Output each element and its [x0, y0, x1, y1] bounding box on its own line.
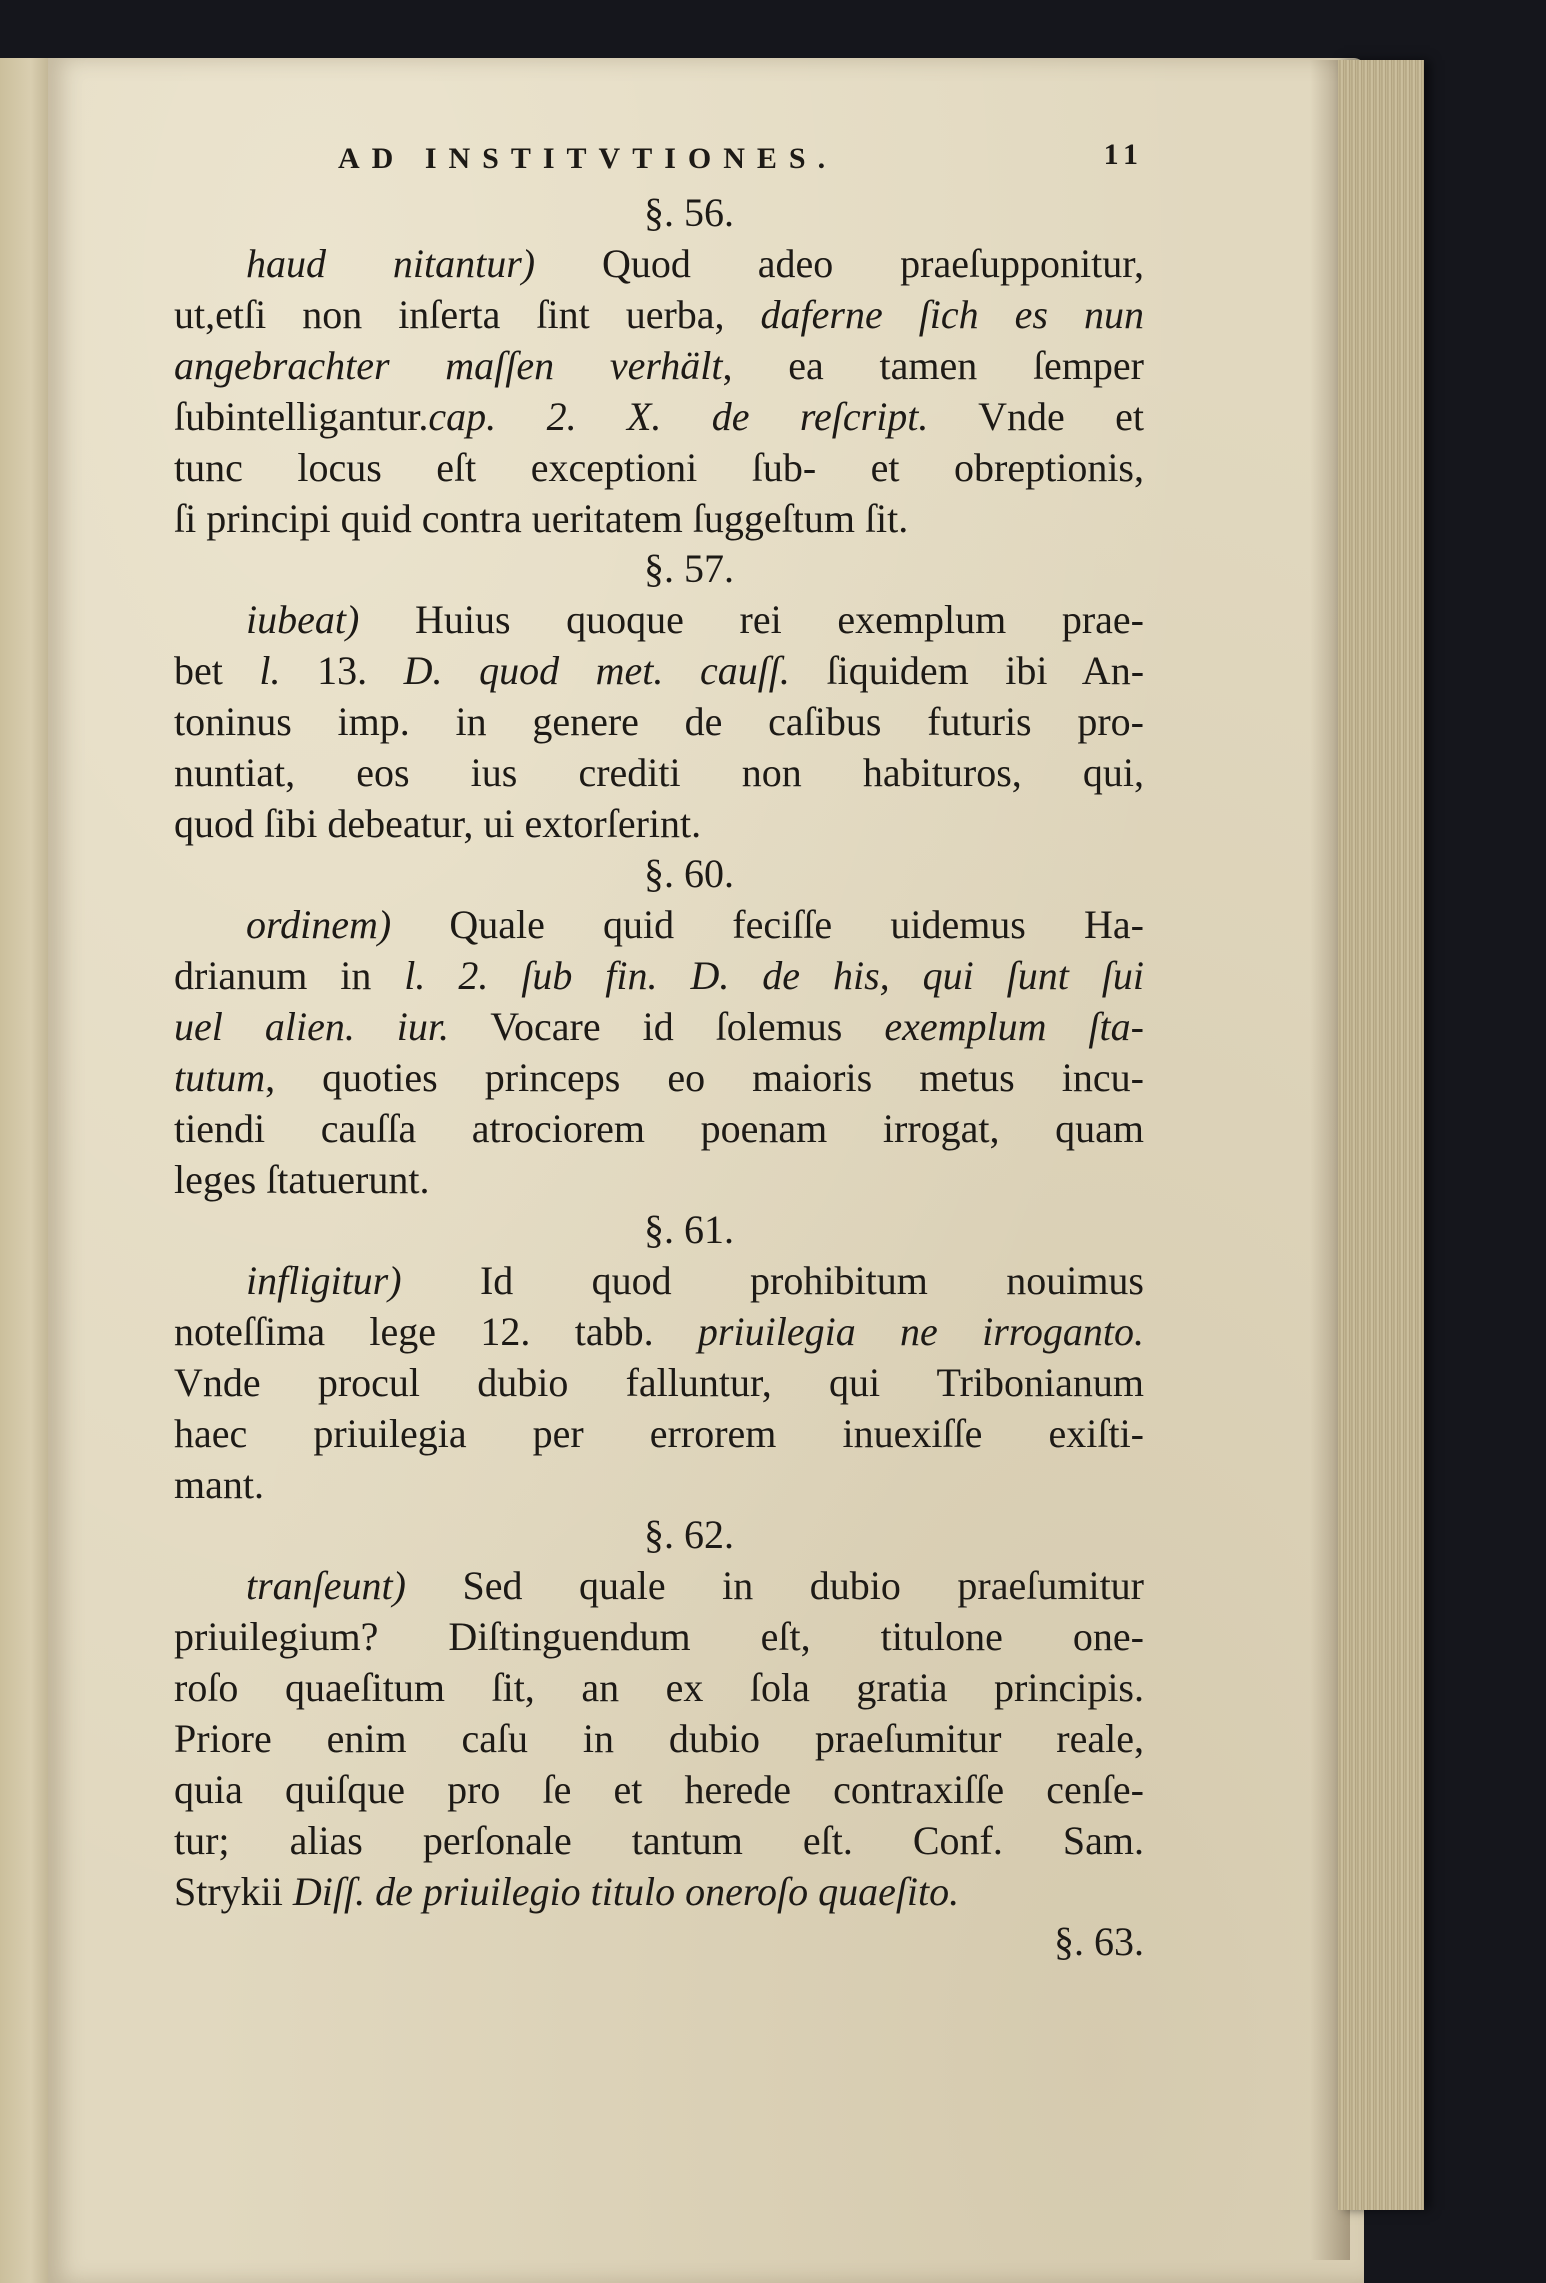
line-text: 13. — [280, 648, 404, 693]
line-text: Vnde et — [928, 394, 1144, 439]
text-line — [174, 1154, 1144, 1205]
section-paragraph — [174, 1560, 1144, 1917]
text-line — [174, 340, 1144, 391]
line-text: toninus imp. in genere de caſibus futuris pro- — [174, 699, 1144, 744]
lemma: ordinem) — [246, 902, 392, 947]
text-line — [174, 747, 1144, 798]
text-line — [174, 442, 1144, 493]
line-text: drianum in — [174, 953, 405, 998]
text-line — [174, 238, 1144, 289]
line-text: ſi principi quid contra ueritatem ſuggeſtum ſit. — [174, 496, 909, 541]
line-text: Quod adeo praeſupponitur, — [535, 241, 1145, 286]
italic-citation: cap. 2. X. de reſcript. — [428, 394, 929, 439]
page-number: 11 — [1103, 138, 1144, 171]
line-text: noteſſima lege 12. tabb. — [174, 1309, 698, 1354]
catchword: §. 63. — [1054, 1919, 1144, 1964]
text-line — [174, 1713, 1144, 1764]
line-text: , quoties princeps eo maioris metus incu- — [265, 1055, 1144, 1100]
line-text: tunc locus eſt exceptioni ſub- et obreptionis, — [174, 445, 1144, 490]
line-text: Vocare id ſolemus — [449, 1004, 885, 1049]
line-text: Huius quoque rei exemplum prae- — [359, 597, 1144, 642]
text-line — [174, 696, 1144, 747]
line-text: Quale quid feciſſe uidemus Ha- — [391, 902, 1144, 947]
line-text: mant. — [174, 1462, 264, 1507]
lemma: haud nitantur) — [246, 241, 536, 286]
italic-citation: D. quod met. cauſſ. — [403, 648, 790, 693]
text-line — [174, 1357, 1144, 1408]
text-line — [174, 1611, 1144, 1662]
line-text: ſubintelligantur. — [174, 394, 429, 439]
section-paragraph — [174, 238, 1144, 544]
lemma: infligitur) — [246, 1258, 402, 1303]
line-text: ut,etſi non inſerta ſint uerba, — [174, 292, 761, 337]
section-paragraph — [174, 594, 1144, 849]
section-heading: §. 62. — [644, 1512, 734, 1557]
line-text: Priore enim caſu in dubio praeſumitur reale, — [174, 1716, 1144, 1761]
line-text: priuilegium? Diſtinguendum eſt, titulone one- — [174, 1614, 1144, 1659]
text-line — [174, 1103, 1144, 1154]
section-heading: §. 57. — [644, 546, 734, 591]
page-text — [174, 128, 1144, 1967]
line-text: , ea tamen ſemper — [722, 343, 1144, 388]
text-line — [174, 1255, 1144, 1306]
italic-citation: tutum — [174, 1055, 266, 1100]
text-line — [174, 1306, 1144, 1357]
text-line — [174, 391, 1144, 442]
italic-citation: Diſſ. de priuilegio titulo oneroſo quaeſito. — [292, 1869, 960, 1914]
text-line — [174, 1764, 1144, 1815]
lemma: iubeat) — [246, 597, 360, 642]
text-line — [174, 899, 1144, 950]
line-text: ſiquidem ibi An- — [789, 648, 1145, 693]
text-line — [174, 1662, 1144, 1713]
running-head — [174, 128, 1144, 188]
text-line — [174, 1815, 1144, 1866]
line-text: haec priuilegia per errorem inuexiſſe exiſti- — [174, 1411, 1144, 1456]
line-text: roſo quaeſitum ſit, an ex ſola gratia principis. — [174, 1665, 1144, 1710]
line-text: tiendi cauſſa atrociorem poenam irrogat, quam — [174, 1106, 1144, 1151]
text-line — [174, 1560, 1144, 1611]
text-line — [174, 1866, 1144, 1917]
sections — [174, 188, 1144, 1917]
lemma: tranſeunt) — [246, 1563, 406, 1608]
italic-citation: l. 2. ſub fin. D. de his, qui ſunt ſui — [404, 953, 1144, 998]
text-line — [174, 1001, 1144, 1052]
line-text: Id quod prohibitum nouimus — [401, 1258, 1144, 1303]
line-text: bet — [174, 648, 260, 693]
text-line — [174, 1408, 1144, 1459]
line-text: tur; alias perſonale tantum eſt. Conf. Sam. — [174, 1818, 1144, 1863]
italic-citation: priuilegia ne irroganto. — [697, 1309, 1145, 1354]
text-line — [174, 1459, 1144, 1510]
line-text: quia quiſque pro ſe et herede contraxiſſe cenſe- — [174, 1767, 1144, 1812]
italic-citation: angebrachter maſſen verhält — [174, 343, 723, 388]
section-heading: §. 60. — [644, 851, 734, 896]
page-block-edge — [1338, 60, 1424, 2210]
line-text: Vnde procul dubio falluntur, qui Tribonianum — [174, 1360, 1144, 1405]
section-heading: §. 56. — [644, 190, 734, 235]
line-text: leges ſtatuerunt. — [174, 1157, 430, 1202]
italic-citation: exemplum ſta- — [884, 1004, 1144, 1049]
text-line — [174, 594, 1144, 645]
italic-citation: uel alien. iur. — [174, 1004, 450, 1049]
italic-citation: daferne ſich es nun — [760, 292, 1144, 337]
text-line — [174, 645, 1144, 696]
line-text: nuntiat, eos ius crediti non habituros, qui, — [174, 750, 1144, 795]
line-text: quod ſibi debeatur, ui extorſerint. — [174, 801, 702, 846]
section-heading: §. 61. — [644, 1207, 734, 1252]
section-paragraph — [174, 1255, 1144, 1510]
text-line — [174, 493, 1144, 544]
text-line — [174, 1052, 1144, 1103]
text-line — [174, 950, 1144, 1001]
line-text: Sed quale in dubio praeſumitur — [405, 1563, 1144, 1608]
italic-citation: l. — [259, 648, 281, 693]
line-text: Strykii — [174, 1869, 293, 1914]
text-line — [174, 798, 1144, 849]
running-title: AD INSTITVTIONES. — [338, 142, 838, 175]
section-paragraph — [174, 899, 1144, 1205]
text-line — [174, 289, 1144, 340]
